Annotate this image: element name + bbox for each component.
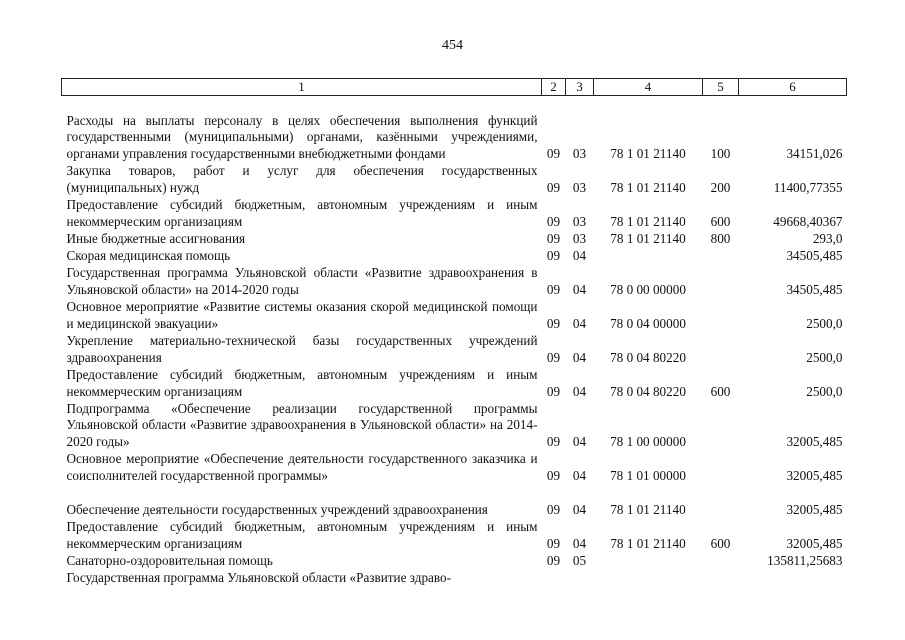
- row-subsection: 04: [572, 281, 587, 297]
- table-row: [62, 401, 847, 451]
- row-subsection: 03: [572, 145, 587, 161]
- row-amount: 32005,485: [786, 535, 843, 551]
- row-target-article: 78 1 00 00000: [610, 433, 686, 449]
- header-col-subsection: 3: [566, 79, 594, 96]
- row-subsection: 04: [572, 467, 587, 483]
- row-expense-type: [703, 401, 739, 451]
- row-target-article: 78 1 01 21140: [610, 501, 686, 517]
- row-subsection: [566, 570, 594, 587]
- row-subsection: 04: [572, 349, 587, 365]
- row-expense-type: [703, 485, 739, 519]
- row-amount: 32005,485: [786, 467, 843, 483]
- row-subsection: 04: [572, 247, 587, 263]
- row-amount: 11400,77355: [773, 179, 843, 195]
- row-section: [542, 570, 566, 587]
- row-section: 09: [546, 467, 561, 483]
- row-target-article: [594, 553, 703, 570]
- row-name: Государственная программа Ульяновской области «Развитие здраво-: [66, 569, 452, 585]
- row-target-article: 78 0 04 80220: [610, 349, 686, 365]
- row-subsection: 04: [572, 383, 587, 399]
- row-subsection: 04: [572, 535, 587, 551]
- row-target-article: [594, 570, 703, 587]
- row-name: Расходы на выплаты персоналу в целях обеспечения выполнения функций государственными (муниципальными) органами, казёнными учреждениями, органами управления государственными внебюджетными фондами: [66, 112, 538, 161]
- row-expense-type: [703, 299, 739, 333]
- table-row: [62, 299, 847, 333]
- table-header: [62, 79, 847, 96]
- table-row: [62, 570, 847, 587]
- row-expense-type: 600: [710, 213, 731, 229]
- row-expense-type: 600: [710, 535, 731, 551]
- row-expense-type: [703, 265, 739, 299]
- header-row: [62, 79, 847, 96]
- row-amount: 2500,0: [806, 315, 843, 331]
- table-row: [62, 367, 847, 401]
- row-name: Предоставление субсидий бюджетным, автономным учреждениям и иным некоммерческим организациям: [66, 519, 538, 551]
- row-amount: 34505,485: [786, 247, 843, 263]
- row-name: Иные бюджетные ассигнования: [66, 230, 246, 246]
- row-section: 09: [546, 349, 561, 365]
- row-section: 09: [546, 281, 561, 297]
- row-subsection: 03: [572, 179, 587, 195]
- header-col-section: 2: [542, 79, 566, 96]
- row-expense-type: [703, 333, 739, 367]
- row-target-article: 78 1 01 21140: [610, 230, 686, 246]
- row-target-article: 78 1 01 21140: [610, 179, 686, 195]
- row-amount: 293,0: [812, 230, 843, 246]
- table-row: [62, 248, 847, 265]
- table-row: [62, 231, 847, 248]
- row-target-article: 78 1 01 21140: [610, 145, 686, 161]
- table-row: [62, 265, 847, 299]
- row-subsection: 03: [572, 213, 587, 229]
- row-expense-type: 100: [710, 145, 731, 161]
- table-body: [62, 96, 847, 587]
- table-row: [62, 333, 847, 367]
- row-name: Обеспечение деятельности государственных учреждений здравоохранения: [66, 501, 488, 517]
- budget-table-container: [61, 78, 846, 587]
- row-subsection: 04: [572, 315, 587, 331]
- row-target-article: 78 1 01 21140: [610, 213, 686, 229]
- row-amount: [739, 570, 847, 587]
- table-row: [62, 519, 847, 553]
- row-name: Государственная программа Ульяновской области «Развитие здравоохранения в Ульяновской области» на 2014-2020 годы: [66, 265, 538, 297]
- row-target-article: 78 0 00 00000: [610, 281, 686, 297]
- row-amount: 2500,0: [806, 349, 843, 365]
- header-col-amount: 6: [739, 79, 847, 96]
- row-expense-type: [703, 553, 739, 570]
- row-name: Скорая медицинская помощь: [66, 247, 231, 263]
- row-subsection: 04: [572, 433, 587, 449]
- row-amount: 2500,0: [806, 383, 843, 399]
- row-expense-type: [703, 451, 739, 485]
- row-section: 09: [546, 230, 561, 246]
- table-row: [62, 485, 847, 519]
- row-section: 09: [546, 247, 561, 263]
- table-row: [62, 96, 847, 163]
- header-col-expense-type: 5: [703, 79, 739, 96]
- row-section: 09: [546, 145, 561, 161]
- row-section: 09: [546, 433, 561, 449]
- row-name: Укрепление материально-технической базы государственных учреждений здравоохранения: [66, 333, 538, 365]
- header-col-name: 1: [62, 79, 542, 96]
- row-section: 09: [546, 179, 561, 195]
- row-name: Основное мероприятие «Развитие системы оказания скорой медицинской помощи и медицинской эвакуации»: [66, 299, 538, 331]
- budget-table: [61, 78, 847, 587]
- row-target-article: [594, 248, 703, 265]
- row-name: Закупка товаров, работ и услуг для обеспечения государственных (муниципальных) нужд: [66, 163, 538, 195]
- row-amount: 34505,485: [786, 281, 843, 297]
- row-expense-type: [703, 248, 739, 265]
- row-name: Основное мероприятие «Обеспечение деятельности государственного заказчика и соисполнителей государственной программы»: [66, 451, 538, 483]
- row-subsection: 04: [572, 501, 587, 517]
- row-section: 09: [546, 383, 561, 399]
- table-row: [62, 197, 847, 231]
- row-section: 09: [546, 552, 561, 568]
- row-amount: 32005,485: [786, 433, 843, 449]
- row-name: Подпрограмма «Обеспечение реализации государственной программы Ульяновской области «Развитие здравоохранения в Ульяновской области» на 2014-2020 годы»: [66, 400, 538, 449]
- row-amount: 135811,25683: [767, 552, 843, 568]
- row-expense-type: 600: [710, 383, 731, 399]
- row-target-article: 78 1 01 21140: [610, 535, 686, 551]
- row-expense-type: 800: [710, 230, 731, 246]
- header-col-target-article: 4: [594, 79, 703, 96]
- row-amount: 32005,485: [786, 501, 843, 517]
- row-target-article: 78 1 01 00000: [610, 467, 686, 483]
- row-target-article: 78 0 04 80220: [610, 383, 686, 399]
- row-expense-type: [703, 570, 739, 587]
- row-target-article: 78 0 04 00000: [610, 315, 686, 331]
- row-amount: 49668,40367: [773, 213, 843, 229]
- row-section: 09: [546, 501, 561, 517]
- row-subsection: 05: [572, 552, 587, 568]
- row-name: Предоставление субсидий бюджетным, автономным учреждениям и иным некоммерческим организациям: [66, 197, 538, 229]
- row-name: Санаторно-оздоровительная помощь: [66, 552, 273, 568]
- table-row: [62, 553, 847, 570]
- page-number: 454: [442, 38, 463, 53]
- row-subsection: 03: [572, 230, 587, 246]
- row-name: Предоставление субсидий бюджетным, автономным учреждениям и иным некоммерческим организациям: [66, 367, 538, 399]
- row-section: 09: [546, 213, 561, 229]
- row-section: 09: [546, 315, 561, 331]
- table-row: [62, 451, 847, 485]
- row-section: 09: [546, 535, 561, 551]
- table-row: [62, 163, 847, 197]
- row-amount: 34151,026: [786, 145, 843, 161]
- row-expense-type: 200: [710, 179, 731, 195]
